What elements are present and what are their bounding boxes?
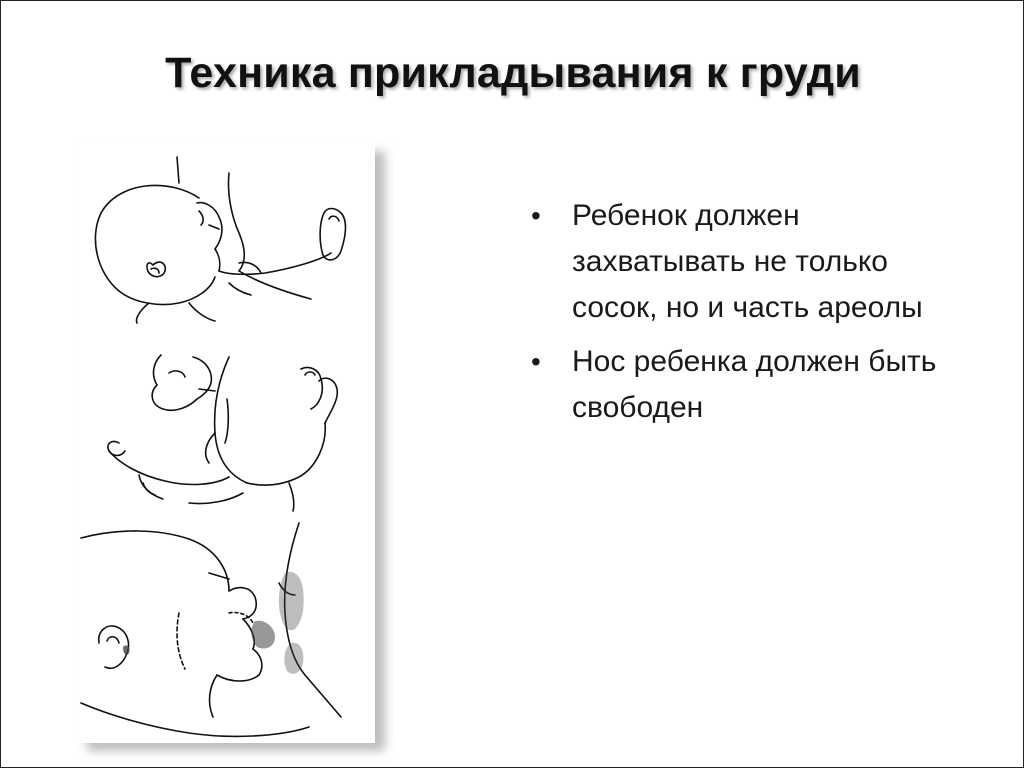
panel-latch-bottom — [81, 523, 341, 736]
panel-latch-top — [95, 157, 345, 323]
breastfeeding-illustration — [79, 143, 375, 743]
bullet-text: Ребенок должен захватывать не только сосок, но и часть ареолы — [572, 199, 923, 324]
bullet-marker: • — [531, 200, 541, 231]
bullet-list — [529, 193, 969, 439]
bullet-marker: • — [531, 346, 541, 377]
bullet-text: Нос ребенка должен быть свободен — [572, 345, 937, 424]
slide-title: Техника прикладывания к груди — [165, 49, 861, 97]
list-item — [529, 339, 969, 431]
breastfeeding-illustration-drawing — [79, 143, 375, 743]
list-item — [529, 193, 969, 331]
panel-latch-middle — [108, 355, 337, 511]
areola-shading — [123, 572, 304, 674]
